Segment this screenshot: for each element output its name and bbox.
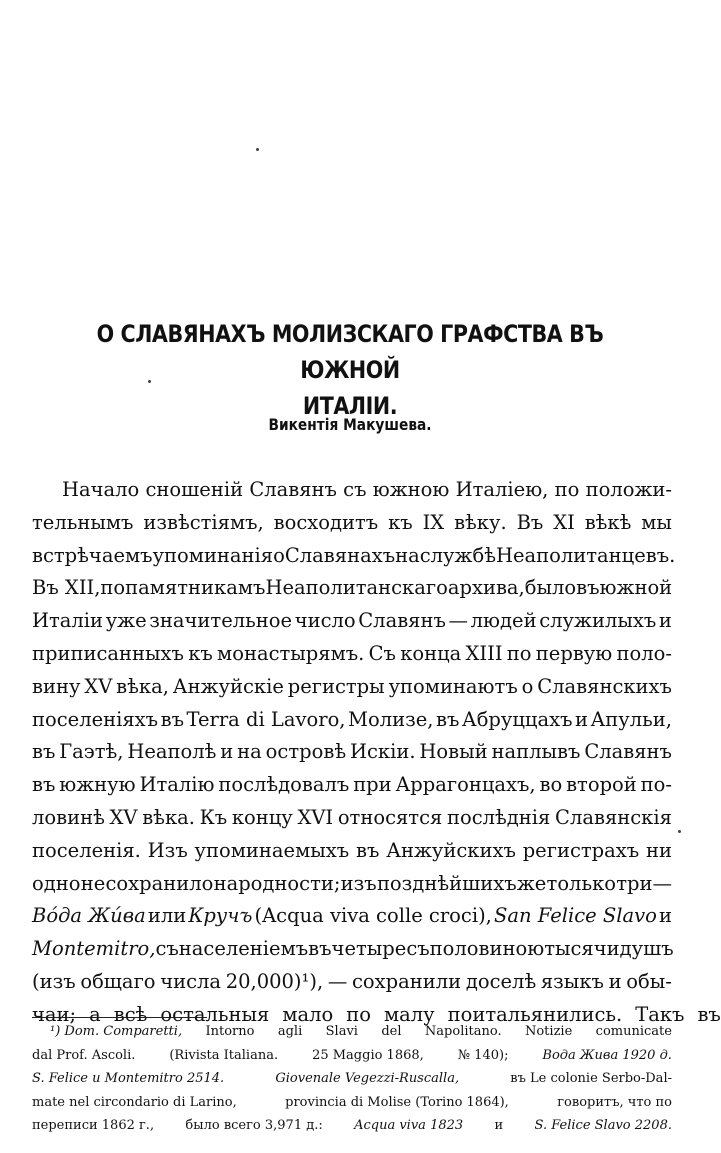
- footnote-word: S. Felice и Montemitro 2514.: [32, 1071, 225, 1086]
- footnote-word: говоритъ, что по: [557, 1094, 672, 1110]
- body-word: Новый: [419, 740, 488, 764]
- body-word: XIII: [465, 641, 503, 665]
- body-word: мы: [641, 510, 672, 534]
- footnote-word: Acqua viva 1823: [354, 1118, 464, 1133]
- body-word: приписанныхъ: [32, 641, 184, 665]
- body-word: (Acqua viva colle croci),: [254, 904, 492, 928]
- body-line: [32, 572, 672, 605]
- body-word: извѣстіямъ,: [143, 510, 264, 534]
- footnote-word: Napolitano.: [424, 1024, 502, 1039]
- body-word: общаго: [80, 969, 156, 993]
- speck-mark: [256, 148, 259, 151]
- body-word: вѣкѣ: [584, 510, 632, 534]
- footnotes: [32, 1020, 672, 1138]
- body-word: поселенія.: [32, 838, 141, 862]
- body-word: Вóда Жúва: [32, 904, 146, 928]
- body-word: послѣднія: [447, 805, 551, 829]
- body-word: Анжуйскіе: [172, 674, 284, 698]
- footnote-word: dal Prof. Ascoli.: [32, 1047, 136, 1063]
- body-word: Италіи: [32, 609, 104, 633]
- footnote-line: [32, 1114, 672, 1138]
- body-word: три—: [616, 871, 672, 895]
- body-line: [32, 671, 672, 704]
- body-word: Terra di Lavoro,: [186, 707, 346, 731]
- body-word: южную: [59, 773, 136, 797]
- speck-mark: [678, 830, 681, 833]
- body-word: положи-: [585, 478, 672, 501]
- body-word: Неаполитанскаго: [265, 576, 448, 600]
- body-word: служилыхъ: [539, 609, 657, 633]
- body-line: [32, 474, 672, 507]
- article-body: [32, 474, 721, 1032]
- body-word: вѣку.: [454, 510, 507, 534]
- body-word: на: [237, 740, 262, 764]
- body-word: регистрахъ: [522, 838, 640, 862]
- body-word: Славянахъ: [284, 543, 396, 567]
- body-word: Кручъ: [188, 904, 253, 928]
- body-word: чаи;: [32, 1002, 77, 1026]
- body-word: мало: [282, 1002, 334, 1026]
- body-word: населеніемъ: [178, 937, 309, 961]
- footnote-word: № 140);: [457, 1047, 509, 1063]
- article-title-line-2: ИТАЛІИ.: [302, 392, 398, 420]
- body-word: Въ XII,: [32, 576, 101, 600]
- body-line: [32, 835, 672, 868]
- body-word: одно: [32, 871, 81, 895]
- body-word: Начало: [62, 478, 140, 501]
- body-word: въ: [436, 707, 460, 731]
- body-word: Италіею,: [455, 478, 549, 501]
- body-word: людей: [470, 609, 537, 633]
- body-word: Изъ: [147, 838, 188, 862]
- body-word: сношеній: [145, 478, 244, 501]
- body-word: только: [546, 871, 616, 895]
- footnote-line: [32, 1020, 672, 1044]
- body-word: поло-: [616, 641, 672, 665]
- body-word: упоминанія: [152, 543, 274, 567]
- body-word: Славянъ: [584, 740, 672, 764]
- article-title: [83, 316, 616, 424]
- footnote-word: S. Felice Slavo 2208.: [534, 1118, 672, 1133]
- footnote-rule: [32, 1017, 207, 1018]
- body-word: послѣдовалъ: [218, 773, 350, 797]
- article-author: Викентія Макушева.: [268, 415, 432, 434]
- body-word: Анжуйскихъ: [386, 838, 516, 862]
- body-word: и: [658, 904, 672, 928]
- body-word: —: [448, 609, 469, 633]
- body-word: значительное: [149, 609, 293, 633]
- footnote-word: было всего 3,971 д.:: [185, 1118, 323, 1133]
- body-word: было: [524, 576, 577, 600]
- body-word: тельнымъ: [32, 510, 134, 534]
- body-word: въ: [32, 740, 56, 764]
- footnote-word: (Rivista Italiana.: [169, 1047, 279, 1063]
- body-word: XV: [109, 805, 138, 829]
- body-word: по: [506, 641, 532, 665]
- body-word: въ: [576, 576, 600, 600]
- body-line: [32, 704, 672, 737]
- body-word: Молизе,: [348, 707, 434, 731]
- body-word: Гаэтѣ,: [59, 740, 124, 764]
- footnote-word: mate nel circondario di Larino,: [32, 1094, 237, 1110]
- body-word: XI: [553, 510, 575, 534]
- body-word: или: [147, 904, 187, 928]
- body-line: [32, 868, 672, 901]
- body-word: (изъ: [32, 969, 76, 993]
- body-word: а: [89, 1002, 101, 1026]
- body-word: обы-: [626, 969, 672, 993]
- body-word: Аррагонцахъ,: [395, 773, 536, 797]
- body-word: ни: [645, 838, 672, 862]
- body-word: XVI: [297, 805, 334, 829]
- body-line: [32, 900, 672, 933]
- body-word: по-: [640, 773, 672, 797]
- body-word: монастырямъ.: [217, 641, 365, 665]
- body-line: [32, 966, 672, 999]
- body-word: концу: [231, 805, 293, 829]
- body-line: [32, 507, 672, 540]
- body-word: и: [220, 740, 234, 764]
- body-word: по: [346, 1002, 371, 1026]
- body-word: съ: [155, 937, 179, 961]
- body-word: въ: [308, 937, 332, 961]
- body-word: въ: [160, 707, 184, 731]
- footnote-word: переписи 1862 г.,: [32, 1118, 155, 1133]
- body-word: половиною: [429, 937, 545, 961]
- body-word: относятся: [337, 805, 443, 829]
- footnote-word: Intorno: [205, 1024, 255, 1039]
- body-word: Такъ: [635, 1002, 685, 1026]
- body-word: къ: [188, 641, 213, 665]
- body-word: въ: [32, 773, 56, 797]
- body-word: о: [273, 543, 285, 567]
- body-word: не: [80, 871, 106, 895]
- body-word: Съ: [368, 641, 396, 665]
- body-word: число: [294, 609, 356, 633]
- body-word: XV: [84, 674, 113, 698]
- body-word: съ: [343, 478, 367, 501]
- footnote-word: 25 Maggio 1868,: [312, 1047, 424, 1063]
- footnote-word: въ Le colonie Serbo-Dal-: [510, 1071, 672, 1086]
- body-word: поселеніяхъ: [32, 707, 159, 731]
- footnote-word: ¹) Dom. Comparetti,: [50, 1024, 183, 1039]
- body-word: и: [608, 969, 622, 993]
- body-word: Montemitro,: [32, 937, 156, 961]
- footnote-word: Notizie: [524, 1024, 573, 1039]
- body-word: вину: [32, 674, 81, 698]
- body-word: Славянъ: [249, 478, 337, 501]
- body-word: регистры: [287, 674, 385, 698]
- body-line: [32, 802, 672, 835]
- body-word: памятникамъ: [125, 576, 266, 600]
- body-word: второй: [566, 773, 637, 797]
- body-word: всѣ: [113, 1002, 148, 1026]
- body-word: остальныя: [160, 1002, 270, 1026]
- body-word: Апульи,: [590, 707, 672, 731]
- body-word: южной: [599, 576, 673, 600]
- body-line: [32, 736, 672, 769]
- body-word: Италію: [139, 773, 215, 797]
- body-word: 20,000)¹),: [225, 969, 324, 993]
- body-word: упоминаютъ: [388, 674, 518, 698]
- body-word: въ: [697, 1002, 721, 1026]
- body-word: сохранили: [352, 969, 462, 993]
- footnote-word: Slavi: [325, 1024, 358, 1039]
- body-word: первую: [535, 641, 613, 665]
- footnote-word: comunicate: [595, 1024, 672, 1039]
- body-word: службѣ: [419, 543, 496, 567]
- body-word: и: [575, 707, 589, 731]
- body-word: душъ: [619, 937, 674, 961]
- body-word: Абруццахъ: [461, 707, 573, 731]
- body-line: [32, 933, 672, 966]
- body-word: —: [327, 969, 348, 993]
- body-word: Славянскихъ: [537, 674, 672, 698]
- body-word: Славянъ: [358, 609, 446, 633]
- body-word: ловинѣ: [32, 805, 105, 829]
- body-word: сохранило: [105, 871, 214, 895]
- body-word: встрѣчаемъ: [32, 543, 153, 567]
- body-word: четыре: [331, 937, 407, 961]
- body-word: и: [658, 609, 672, 633]
- body-word: San Felice Slavo: [494, 904, 657, 928]
- footnote-word: и: [494, 1118, 504, 1133]
- body-word: языкъ: [540, 969, 604, 993]
- body-line: [32, 540, 676, 573]
- footnote-word: agli: [277, 1024, 303, 1039]
- footnote-line: [32, 1091, 672, 1115]
- body-word: островѣ: [265, 740, 347, 764]
- body-word: Неаполѣ: [127, 740, 217, 764]
- footnote-line: [32, 1044, 672, 1068]
- body-word: народности;: [213, 871, 341, 895]
- body-word: Неаполитанцевъ.: [495, 543, 676, 567]
- body-word: южною: [372, 478, 450, 501]
- body-word: наплывъ: [491, 740, 581, 764]
- body-word: числа: [160, 969, 222, 993]
- body-word: уже: [105, 609, 147, 633]
- article-title-line-1: О СЛАВЯНАХЪ МОЛИЗСКАГО ГРАФСТВА ВЪ ЮЖНОЙ: [96, 320, 604, 384]
- body-word: вѣка,: [116, 674, 169, 698]
- body-word: же: [516, 871, 547, 895]
- body-word: восходитъ: [273, 510, 379, 534]
- body-word: на: [395, 543, 420, 567]
- body-word: вѣка.: [142, 805, 195, 829]
- footnote-word: provincia di Molise (Torino 1864),: [285, 1094, 509, 1110]
- body-word: изъ: [340, 871, 377, 895]
- body-word: по: [100, 576, 126, 600]
- footnote-word: Вода Жива 1920 д.: [542, 1047, 672, 1063]
- body-word: доселѣ: [465, 969, 537, 993]
- body-word: по: [554, 478, 580, 501]
- body-word: IX: [422, 510, 445, 534]
- body-word: упоминаемыхъ: [194, 838, 350, 862]
- body-word: къ: [388, 510, 413, 534]
- body-word: о: [521, 674, 534, 698]
- footnote-line: [32, 1067, 672, 1091]
- body-word: архива,: [447, 576, 525, 600]
- body-word: во: [539, 773, 563, 797]
- footnote-word: del: [381, 1024, 402, 1039]
- body-word: Славянскія: [555, 805, 672, 829]
- body-word: конца: [400, 641, 462, 665]
- body-word: тысячи: [544, 937, 620, 961]
- body-word: позднѣйшихъ: [376, 871, 517, 895]
- body-word: Къ: [199, 805, 228, 829]
- body-word: Въ: [516, 510, 544, 534]
- body-word: поитальянились.: [447, 1002, 623, 1026]
- body-line: [32, 605, 672, 638]
- footnote-word: Giovenale Vegezzi-Ruscalla,: [275, 1071, 460, 1086]
- body-word: съ: [406, 937, 430, 961]
- body-word: въ: [356, 838, 380, 862]
- body-word: при: [353, 773, 392, 797]
- body-word: Искіи.: [349, 740, 416, 764]
- body-line: [32, 769, 672, 802]
- body-line: [32, 638, 672, 671]
- body-word: малу: [383, 1002, 435, 1026]
